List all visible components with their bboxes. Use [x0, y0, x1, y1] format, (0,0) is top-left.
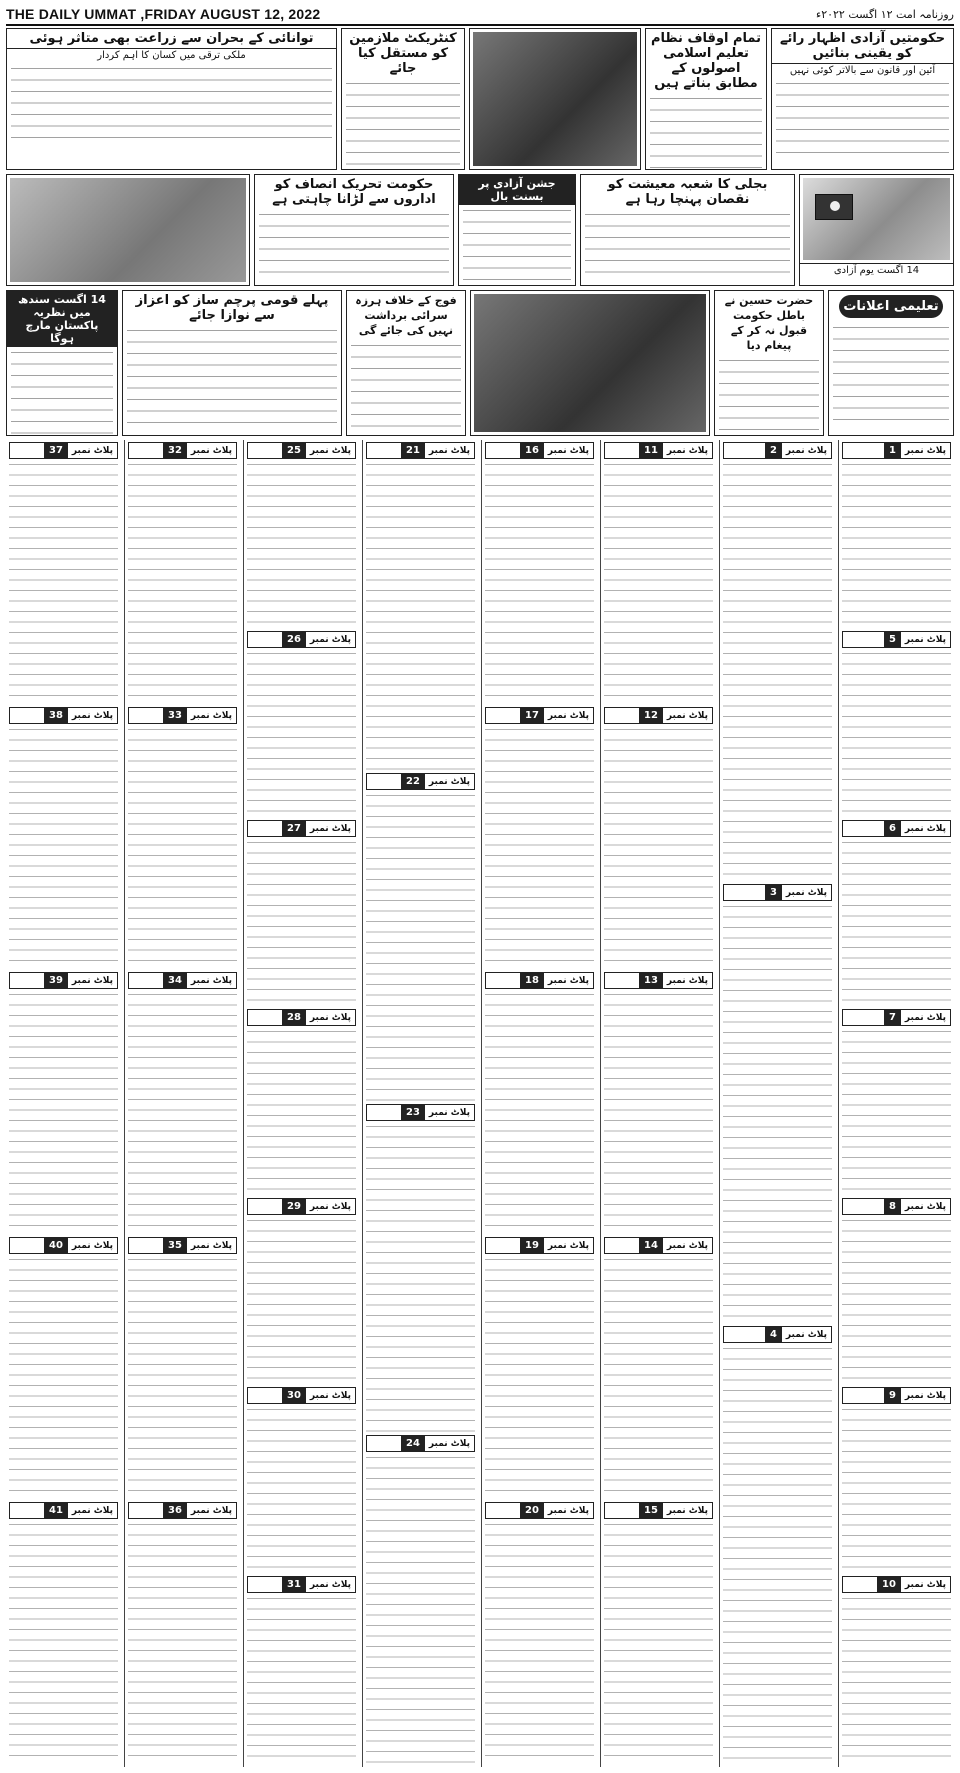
plot-number: 8: [884, 1199, 901, 1214]
plot-heading: [128, 972, 237, 989]
masthead-urdu: روزنامہ امت ۱۲ اگست ۲۰۲۲ء: [816, 7, 954, 21]
plot-number: 22: [401, 774, 425, 789]
plot-label: پلاٹ نمبر: [309, 1012, 351, 1023]
plot-heading: [723, 884, 832, 901]
story-text: [342, 78, 464, 170]
plot-label: پلاٹ نمبر: [309, 634, 351, 645]
plot-label: پلاٹ نمبر: [785, 887, 827, 898]
plot-text: [9, 461, 118, 705]
plot-text: [842, 1406, 951, 1574]
plot-heading: [128, 707, 237, 724]
plot-text: [247, 1595, 356, 1763]
plot-heading: [247, 820, 356, 837]
plot-heading: [842, 631, 951, 648]
story-text: [347, 340, 465, 430]
plot-heading: [485, 972, 594, 989]
story-card: [341, 28, 465, 170]
photo-card: [470, 290, 710, 436]
news-photo: [474, 294, 706, 432]
plot-number: 3: [765, 885, 782, 900]
plot-text: [366, 1123, 475, 1433]
plot-label: پلاٹ نمبر: [666, 710, 708, 721]
plot-label: پلاٹ نمبر: [309, 1390, 351, 1401]
plot-heading: [485, 707, 594, 724]
plot-text: [366, 1454, 475, 1764]
story-card: [714, 290, 824, 436]
plot-number: 31: [282, 1577, 306, 1592]
plot-heading: [366, 1104, 475, 1121]
plot-number: 27: [282, 821, 306, 836]
plot-number: 19: [520, 1238, 544, 1253]
plot-text: [128, 1521, 237, 1765]
story-card: [6, 28, 337, 170]
plot-label: پلاٹ نمبر: [547, 445, 589, 456]
plot-number: 7: [884, 1010, 901, 1025]
plot-heading: [604, 707, 713, 724]
plot-label: پلاٹ نمبر: [309, 823, 351, 834]
plot-text: [723, 1345, 832, 1766]
story-headline: تمام اوقاف نظام تعلیم اسلامی اصولوں کے مطابق بناتے ہیں: [650, 31, 762, 91]
plot-text: [842, 461, 951, 629]
plot-label: پلاٹ نمبر: [904, 1390, 946, 1401]
story-headline: بجلی کا شعبہ معیشت کو نقصان پہنچا رہا ہے: [607, 177, 768, 207]
plot-label: پلاٹ نمبر: [547, 1240, 589, 1251]
plot-number: 32: [163, 443, 187, 458]
plot-number: 20: [520, 1503, 544, 1518]
plot-label: پلاٹ نمبر: [309, 445, 351, 456]
story-text: [772, 78, 953, 164]
notice-column: [6, 440, 121, 1767]
plot-text: [485, 726, 594, 970]
plot-number: 34: [163, 973, 187, 988]
plot-label: پلاٹ نمبر: [190, 975, 232, 986]
notices-card: [828, 290, 954, 436]
plot-text: [128, 726, 237, 970]
notice-column: [362, 440, 478, 1767]
plot-number: 26: [282, 632, 306, 647]
plot-label: پلاٹ نمبر: [547, 1505, 589, 1516]
plot-number: 13: [639, 973, 663, 988]
plot-text: [9, 991, 118, 1235]
news-photo: [10, 178, 246, 282]
plot-label: پلاٹ نمبر: [71, 975, 113, 986]
plot-label: پلاٹ نمبر: [190, 1505, 232, 1516]
plot-label: پلاٹ نمبر: [904, 1012, 946, 1023]
story-text: [581, 209, 794, 285]
plot-text: [485, 991, 594, 1235]
plot-text: [485, 461, 594, 705]
plot-heading: [366, 1435, 475, 1452]
plot-number: 23: [401, 1105, 425, 1120]
plot-heading: [9, 707, 118, 724]
story-headline: حضرت حسین نے باطل حکومت قبول نہ کر کے پیغام دیا: [724, 294, 814, 352]
story-text: [255, 209, 453, 285]
plot-label: پلاٹ نمبر: [190, 710, 232, 721]
plot-label: پلاٹ نمبر: [785, 445, 827, 456]
plot-heading: [9, 442, 118, 459]
plot-heading: [485, 1502, 594, 1519]
plot-heading: [366, 773, 475, 790]
plot-text: [128, 991, 237, 1235]
plot-heading: [842, 1009, 951, 1026]
plot-text: [604, 1256, 713, 1500]
plot-heading: [9, 972, 118, 989]
story-text: [459, 205, 575, 283]
plot-text: [9, 726, 118, 970]
plot-heading: [842, 1387, 951, 1404]
plot-label: پلاٹ نمبر: [666, 445, 708, 456]
story-card: [6, 290, 118, 436]
plot-number: 40: [44, 1238, 68, 1253]
second-stories-row: [6, 174, 954, 286]
plot-text: [485, 1521, 594, 1765]
photo-caption: 14 اگست یوم آزادی: [800, 263, 953, 278]
plot-number: 33: [163, 708, 187, 723]
news-photo: [473, 32, 637, 166]
story-card: [458, 174, 576, 286]
plot-heading: [9, 1502, 118, 1519]
plot-label: پلاٹ نمبر: [428, 1438, 470, 1449]
story-card: [254, 174, 454, 286]
plot-label: پلاٹ نمبر: [71, 710, 113, 721]
plot-label: پلاٹ نمبر: [904, 1201, 946, 1212]
plot-label: پلاٹ نمبر: [428, 1107, 470, 1118]
plot-label: پلاٹ نمبر: [428, 776, 470, 787]
plot-text: [9, 1521, 118, 1765]
plot-heading: [723, 442, 832, 459]
story-headline: 14 اگست سندھ میں نظریہ پاکستان مارچ ہوگا: [7, 291, 117, 347]
flag-icon: [815, 194, 853, 220]
plot-label: پلاٹ نمبر: [904, 445, 946, 456]
plot-number: 35: [163, 1238, 187, 1253]
plot-label: پلاٹ نمبر: [309, 1579, 351, 1590]
plot-number: 18: [520, 973, 544, 988]
plot-heading: [9, 1237, 118, 1254]
plot-label: پلاٹ نمبر: [666, 1505, 708, 1516]
plot-number: 25: [282, 443, 306, 458]
plot-number: 11: [639, 443, 663, 458]
plot-number: 28: [282, 1010, 306, 1025]
plot-heading: [842, 820, 951, 837]
plot-heading: [247, 1576, 356, 1593]
plot-number: 38: [44, 708, 68, 723]
notice-column: [600, 440, 716, 1767]
plot-text: [604, 1521, 713, 1765]
plot-label: پلاٹ نمبر: [666, 1240, 708, 1251]
notices-title: تعلیمی اعلانات: [839, 295, 943, 318]
notice-column: [719, 440, 835, 1767]
plot-text: [842, 1595, 951, 1763]
story-subhead: ملکی ترقی میں کسان کا اہم کردار: [7, 48, 336, 63]
plot-label: پلاٹ نمبر: [71, 1240, 113, 1251]
plot-heading: [247, 1009, 356, 1026]
story-headline: کنٹریکٹ ملازمین کو مستقل کیا جائے: [349, 31, 457, 76]
plot-label: پلاٹ نمبر: [904, 1579, 946, 1590]
plot-label: پلاٹ نمبر: [428, 445, 470, 456]
photo-card: [469, 28, 641, 170]
story-headline: حکومت تحریک انصاف کو اداروں سے لڑانا چاہتی ہے: [272, 177, 436, 207]
story-card: [346, 290, 466, 436]
plot-text: [366, 461, 475, 771]
plot-label: پلاٹ نمبر: [190, 445, 232, 456]
plot-heading: [842, 1576, 951, 1593]
plot-heading: [485, 1237, 594, 1254]
notice-column: [243, 440, 359, 1767]
story-text: [123, 325, 341, 429]
plot-label: پلاٹ نمبر: [190, 1240, 232, 1251]
plot-label: پلاٹ نمبر: [785, 1329, 827, 1340]
plot-number: 17: [520, 708, 544, 723]
story-headline: فوج کے خلاف ہرزہ سرائی برداشت نہیں کی جائے گی: [355, 294, 457, 337]
story-headline: جشن آزادی پر بسنت بال: [459, 175, 575, 205]
plot-text: [247, 461, 356, 629]
plot-number: 2: [765, 443, 782, 458]
plot-text: [247, 1217, 356, 1385]
plot-label: پلاٹ نمبر: [904, 634, 946, 645]
plot-text: [842, 650, 951, 818]
plot-text: [247, 650, 356, 818]
plot-heading: [247, 442, 356, 459]
plot-heading: [247, 631, 356, 648]
story-card: [645, 28, 767, 170]
plot-number: 36: [163, 1503, 187, 1518]
plot-label: پلاٹ نمبر: [547, 710, 589, 721]
plot-label: پلاٹ نمبر: [547, 975, 589, 986]
story-headline: توانائی کے بحران سے زراعت بھی متاثر ہوئی: [29, 31, 314, 46]
plot-text: [604, 461, 713, 705]
story-text: [7, 347, 117, 436]
story-headline: حکومتیں آزادی اظہار رائے کو یقینی بنائیں: [779, 31, 946, 61]
plot-label: پلاٹ نمبر: [666, 975, 708, 986]
plot-heading: [247, 1387, 356, 1404]
photo-card: [799, 174, 954, 286]
photo-card: [6, 174, 250, 286]
plot-heading: [842, 1198, 951, 1215]
plot-heading: [723, 1326, 832, 1343]
story-card: [580, 174, 795, 286]
plot-notices-columns: [6, 440, 954, 1767]
notice-column: [124, 440, 240, 1767]
plot-text: [842, 1028, 951, 1196]
plot-number: 1: [884, 443, 901, 458]
plot-heading: [604, 1502, 713, 1519]
plot-number: 5: [884, 632, 901, 647]
masthead: [6, 4, 954, 26]
plot-text: [842, 1217, 951, 1385]
notice-column: [838, 440, 954, 1767]
plot-number: 10: [877, 1577, 901, 1592]
story-headline: پہلے قومی پرچم ساز کو اعزاز سے نوازا جائے: [135, 293, 329, 323]
story-text: [7, 63, 336, 149]
plot-text: [485, 1256, 594, 1500]
story-text: [715, 355, 823, 436]
plot-heading: [128, 442, 237, 459]
plot-text: [247, 1028, 356, 1196]
story-card: [771, 28, 954, 170]
plot-text: [366, 792, 475, 1102]
story-subhead: آئین اور قانون سے بالاتر کوئی نہیں: [772, 63, 953, 78]
plot-number: 9: [884, 1388, 901, 1403]
plot-text: [723, 461, 832, 882]
plot-number: 16: [520, 443, 544, 458]
plot-label: پلاٹ نمبر: [309, 1201, 351, 1212]
plot-heading: [604, 442, 713, 459]
notices-text: [829, 322, 953, 422]
top-stories-row: [6, 28, 954, 170]
plot-text: [128, 461, 237, 705]
plot-number: 29: [282, 1199, 306, 1214]
plot-heading: [604, 1237, 713, 1254]
plot-number: 15: [639, 1503, 663, 1518]
plot-text: [842, 839, 951, 1007]
plot-heading: [128, 1237, 237, 1254]
plot-heading: [604, 972, 713, 989]
plot-number: 39: [44, 973, 68, 988]
masthead-english: THE DAILY UMMAT ,FRIDAY AUGUST 12, 2022: [6, 6, 321, 22]
car-photo: [803, 178, 950, 260]
notice-column: [481, 440, 597, 1767]
plot-heading: [366, 442, 475, 459]
plot-text: [247, 1406, 356, 1574]
plot-number: 24: [401, 1436, 425, 1451]
plot-text: [604, 726, 713, 970]
plot-text: [9, 1256, 118, 1500]
plot-text: [723, 903, 832, 1324]
plot-heading: [485, 442, 594, 459]
story-text: [646, 93, 766, 170]
plot-label: پلاٹ نمبر: [904, 823, 946, 834]
plot-label: پلاٹ نمبر: [71, 1505, 113, 1516]
plot-heading: [128, 1502, 237, 1519]
story-card: [122, 290, 342, 436]
plot-text: [604, 991, 713, 1235]
plot-label: پلاٹ نمبر: [71, 445, 113, 456]
plot-text: [128, 1256, 237, 1500]
plot-number: 12: [639, 708, 663, 723]
plot-text: [247, 839, 356, 1007]
plot-number: 41: [44, 1503, 68, 1518]
plot-heading: [247, 1198, 356, 1215]
plot-heading: [842, 442, 951, 459]
third-stories-row: [6, 290, 954, 436]
plot-number: 30: [282, 1388, 306, 1403]
plot-number: 4: [765, 1327, 782, 1342]
plot-number: 14: [639, 1238, 663, 1253]
plot-number: 6: [884, 821, 901, 836]
plot-number: 21: [401, 443, 425, 458]
plot-number: 37: [44, 443, 68, 458]
